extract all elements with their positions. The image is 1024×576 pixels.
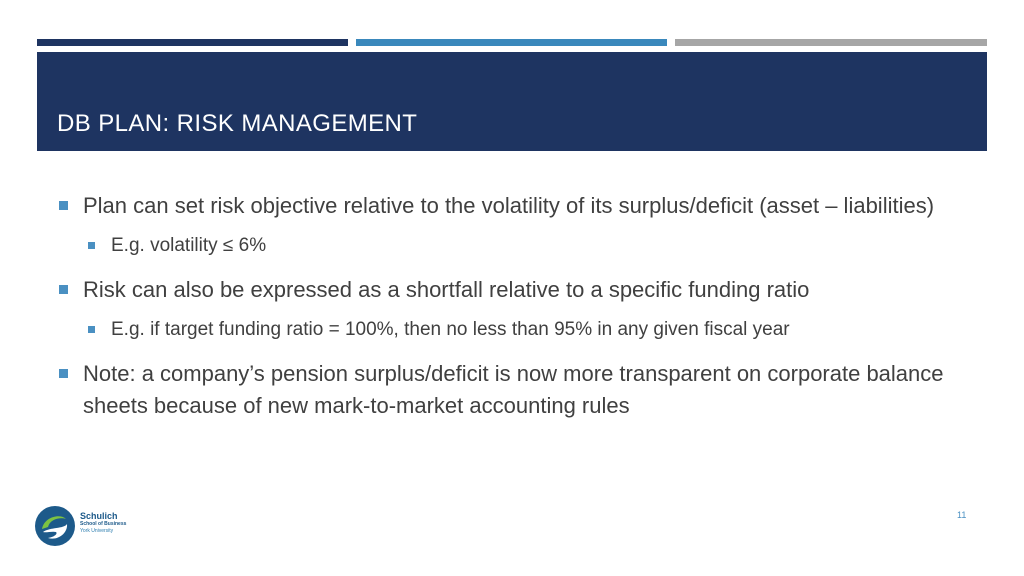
title-band [37, 52, 987, 151]
accent-bar-gray [675, 39, 987, 46]
accent-bar-blue [356, 39, 667, 46]
square-bullet-icon [88, 242, 95, 249]
accent-bar-dark [37, 39, 348, 46]
bullet-list [56, 190, 976, 432]
square-bullet-icon [88, 326, 95, 333]
bullet-text: Plan can set risk objective relative to the volatility of its surplus/deficit (asset – liabilities) [83, 193, 935, 218]
square-bullet-icon [59, 285, 68, 294]
sub-bullet-item [56, 316, 976, 344]
schulich-s-logo-icon [34, 505, 76, 547]
sub-bullet-text: E.g. volatility ≤ 6% [111, 235, 267, 256]
logo-university: York University [80, 528, 114, 534]
bullet-text: Note: a company’s pension surplus/deficit is now more transparent on corporate balance sheets because of new mark-to-market accounting rules [83, 361, 944, 418]
bullet-item [56, 274, 976, 306]
bullet-item [56, 190, 976, 222]
sub-bullet-item [56, 232, 976, 260]
square-bullet-icon [59, 369, 68, 378]
logo-subtitle: School of Business [80, 521, 127, 527]
schulich-logo [34, 505, 144, 549]
bullet-text: Risk can also be expressed as a shortfall relative to a specific funding ratio [83, 277, 810, 302]
logo-name: Schulich [80, 511, 118, 521]
sub-bullet-text: E.g. if target funding ratio = 100%, then no less than 95% in any given fiscal year [111, 319, 790, 340]
page-number: 11 [957, 510, 967, 520]
bullet-item [56, 358, 976, 422]
square-bullet-icon [59, 201, 68, 210]
slide-title: DB PLAN: RISK MANAGEMENT [57, 110, 418, 137]
